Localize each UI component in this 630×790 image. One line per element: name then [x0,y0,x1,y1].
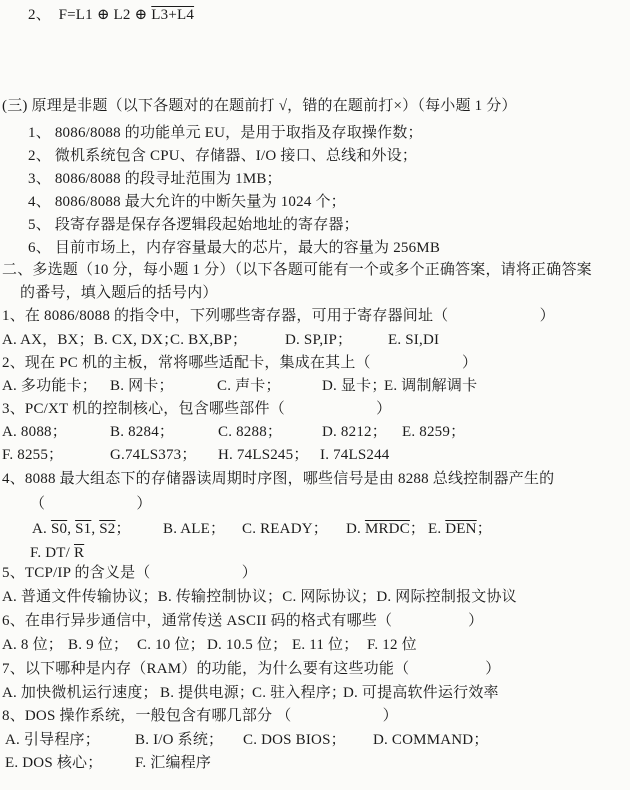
text-segment: 二、多选题（10 分，每小题 1 分）（以下各题可能有一个或多个正确答案，请将正确答案 [2,262,592,278]
text-segment: （ ） [30,496,152,512]
overline-signal-text: S2 [99,521,116,537]
mc-q3-options-row2-part [110,445,197,465]
formula-line [28,5,194,25]
tf-item-3 [28,169,282,189]
mc-q4-options-row1-part [242,519,328,539]
text-segment: 1、在 8086/8088 的指令中，下列哪些寄存器，可用于寄存器间址（ ） [2,308,555,324]
mc-q8-stem-part [2,708,398,724]
section2-heading-line2 [20,283,218,303]
mc-q6-options-part [68,635,128,655]
overline-signal-text: S0 [50,521,68,537]
tf-item-5 [28,215,359,235]
text-segment: 的番号，填入题后的括号内） [20,285,218,301]
text-segment: 2、 微机系统包含 CPU、存储器、I/O 接口、总线和外设； [28,148,418,164]
text-segment: F. 8255； [2,447,64,463]
mc-q4-options-row1-part [346,519,425,539]
mc-q4-stem [2,469,554,489]
text-segment: C. DOS BIOS； [243,732,346,748]
tf-item-3-part [28,171,282,187]
text-segment: I. 74LS244 [320,447,390,463]
tf-item-4 [28,192,346,212]
mc-q3-stem-part [2,401,391,417]
text-segment: C. 8288； [218,424,283,440]
mc-q2-options-part [384,376,477,396]
mc-q6-options-part [137,635,205,655]
text-segment: A. 引导程序； [5,732,100,748]
text-segment: E. SI,DI [388,332,440,348]
mc-q3-options-row1-part [402,422,465,442]
tf-item-1-part [28,125,423,141]
text-segment: A. AX，BX；B. CX, DX； [2,332,179,348]
text-segment: 2、现在 PC 机的主板，常将哪些适配卡，集成在其上（ ） [2,355,478,371]
text-segment: A. 普通文件传输协议；B. 传输控制协议；C. 网际协议；D. 网际控制报文协议 [2,589,517,605]
mc-q6-stem [2,611,483,631]
overline-signal-text: S1 [75,521,92,537]
mc-q6-options-part [207,635,287,655]
text-segment: C. 驻入程序； [252,685,347,701]
mc-q3-options-row1-part [2,422,67,442]
mc-q6-options-part [292,635,358,655]
tf-item-2 [28,146,417,166]
text-segment: 5、TCP/IP 的含义是（ ） [2,565,257,581]
text-segment: D. 8212； [322,424,387,440]
section2-heading-line1-part [2,262,592,278]
text-segment: , [91,521,100,537]
text-segment: C. READY； [242,521,328,537]
mc-q1-options-part [388,330,439,350]
mc-q4-paren-part [30,496,152,512]
mc-q3-options-row1-part [110,422,174,442]
mc-q5-stem [2,563,257,583]
overline-signal-text: L3+L4 [151,7,195,23]
text-segment: B. 网卡； [110,378,174,394]
overline-signal-text: $\overline{DEN}$ [445,521,477,537]
text-segment: F. 12 位 [367,637,417,653]
text-segment: ； [409,521,426,537]
mc-q8-options-row2-part [135,753,211,773]
text-segment: D. SP,IP； [285,332,353,348]
text-segment: 8、DOS 操作系统，一般包含有哪几部分 （ ） [2,708,398,724]
mc-q6-stem-part [2,613,483,629]
text-segment: 3、 8086/8088 的段寻址范围为 1MB； [28,171,282,187]
mc-q3-options-row2-part [218,445,309,465]
mc-q4-paren [30,494,152,514]
tf-item-1 [28,123,423,143]
mc-q4-options-row2 [30,543,84,563]
text-segment: D. 可提高软件运行效率 [343,685,499,701]
text-segment: 2、 F=L1 ⊕ L2 ⊕ [28,7,152,23]
mc-q1-options-part [285,330,352,350]
mc-q4-options-row1-part [163,519,225,539]
text-segment: 3、PC/XT 机的控制核心，包含哪些部件（ ） [2,401,392,417]
mc-q3-stem [2,399,391,419]
mc-q4-options-row1-part [32,519,131,539]
formula-line-part [28,7,194,23]
text-segment: F. DT/ [30,545,74,561]
text-segment: E. 11 位； [292,637,359,653]
mc-q8-stem [2,706,398,726]
mc-q4-options-row2-part [30,545,84,561]
text-segment: A. [32,521,51,537]
mc-q7-options-part [343,683,499,703]
text-segment: B. 9 位； [68,637,129,653]
text-segment: B. 8284； [110,424,175,440]
mc-q5-stem-part [2,565,257,581]
text-segment: G.74LS373； [110,447,197,463]
mc-q7-stem [2,659,500,679]
section2-heading-line1 [2,260,592,280]
mc-q2-stem [2,353,477,373]
mc-q2-options-part [217,376,281,396]
mc-q5-options-part [2,589,517,605]
mc-q8-options-row1-part [373,730,489,750]
section2-heading-line2-part [20,285,218,301]
mc-q7-options-part [2,683,158,703]
text-segment: 5、 段寄存器是保存各逻辑段起始地址的寄存器； [28,217,359,233]
mc-q8-options-row1-part [5,730,100,750]
text-segment: H. 74LS245； [218,447,309,463]
tf-item-6 [28,238,440,258]
mc-q2-options-part [322,376,387,396]
mc-q1-stem [2,306,555,326]
text-segment: D. [346,521,365,537]
text-segment: ； [476,521,492,537]
text-segment: A. 8088； [2,424,67,440]
text-segment: C. 声卡； [217,378,281,394]
mc-q7-options-part [160,683,254,703]
text-segment: F. 汇编程序 [135,755,212,771]
mc-q6-options-part [2,635,63,655]
text-segment: 6、 目前市场上，内存容量最大的芯片，最大的容量为 256MB [28,240,441,256]
tf-item-2-part [28,148,417,164]
text-segment: A. 8 位； [2,637,63,653]
mc-q4-options-row1-part [428,519,492,539]
overline-signal-text: $\overline{R}$ [73,545,85,561]
mc-q3-options-row1-part [218,422,282,442]
mc-q2-options-part [110,376,174,396]
text-segment: B. 提供电源； [160,685,255,701]
text-segment: D. 10.5 位； [207,637,288,653]
mc-q2-stem-part [2,355,477,371]
mc-q1-options-part [2,330,178,350]
text-segment: E. 调制解调卡 [384,378,478,394]
mc-q8-options-row1-part [243,730,346,750]
mc-q6-options-part [367,635,417,655]
mc-q8-options-row2-part [5,753,102,773]
mc-q2-options-part [2,376,97,396]
text-segment: A. 加快微机运行速度； [2,685,158,701]
mc-q3-options-row2-part [320,445,390,465]
mc-q1-options-part [170,330,247,350]
mc-q3-options-row1-part [322,422,387,442]
text-segment: ； [115,521,131,537]
mc-q1-stem-part [2,308,555,324]
text-segment: C. 10 位； [137,637,205,653]
text-segment: E. DOS 核心； [5,755,103,771]
text-segment: 1、 8086/8088 的功能单元 EU，是用于取指及存取操作数； [28,125,423,141]
text-segment: E. [428,521,446,537]
text-segment: (三) 原理是非题（以下各题对的在题前打 √，错的在题前打×）（每小题 1 分） [2,98,517,114]
mc-q7-options-part [252,683,346,703]
mc-q5-options [2,587,517,607]
text-segment: , [67,521,76,537]
mc-q3-options-row2-part [2,445,63,465]
text-segment: B. I/O 系统； [135,732,224,748]
text-segment: 7、以下哪种是内存（RAM）的功能，为什么要有这些功能（ ） [2,661,501,677]
overline-signal-text: MRDC [364,521,410,537]
section3-heading-part [2,98,517,114]
text-segment: 4、8088 最大组态下的存储器读周期时序图，哪些信号是由 8288 总线控制器产生的 [2,471,555,487]
mc-q8-options-row1-part [135,730,223,750]
mc-q4-stem-part [2,471,554,487]
tf-item-4-part [28,194,346,210]
text-segment: 4、 8086/8088 最大允许的中断矢量为 1024 个； [28,194,346,210]
section3-heading [2,96,517,116]
text-segment: 6、在串行异步通信中，通常传送 ASCII 码的格式有哪些（ ） [2,613,484,629]
text-segment: B. ALE； [163,521,226,537]
mc-q7-stem-part [2,661,500,677]
tf-item-5-part [28,217,359,233]
text-segment: D. COMMAND； [373,732,489,748]
text-segment: E. 8259； [402,424,466,440]
text-segment: D. 显卡； [322,378,387,394]
tf-item-6-part [28,240,440,256]
text-segment: A. 多功能卡； [2,378,97,394]
text-segment: C. BX,BP； [170,332,248,348]
